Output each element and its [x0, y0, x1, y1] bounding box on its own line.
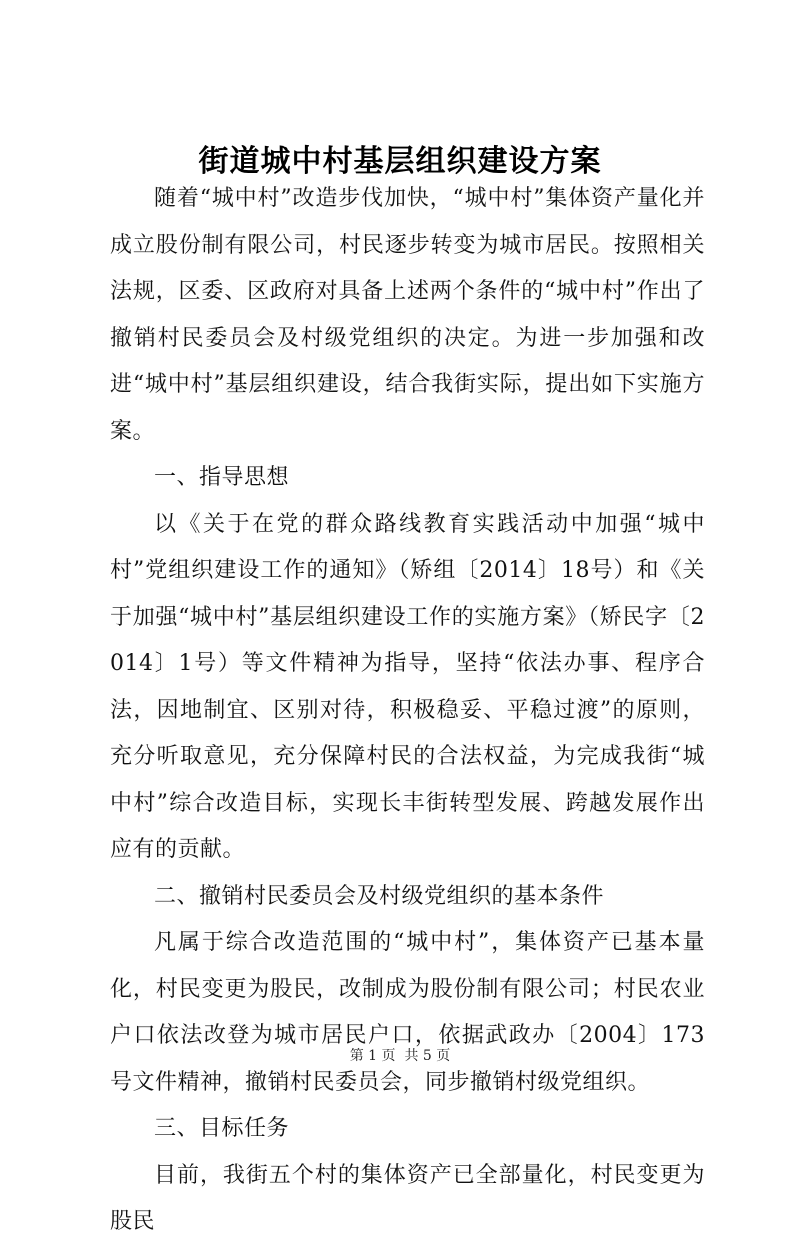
body-paragraph: 凡属于综合改造范围的“城中村”，集体资产已基本量化，村民变更为股民，改制成为股份制有限公司；村民农业户口依法改登为城市居民户口，依据武政办〔2004〕173号文件精神，撤销村民委员会，同步撤销村级党组织。: [110, 930, 705, 1095]
section-heading: 二、撤销村民委员会及村级党组织的基本条件: [154, 883, 605, 909]
section-heading: 一、指导思想: [154, 465, 290, 490]
page-number-label: 第 1 页 共 5 页: [349, 1048, 451, 1064]
document-body: [110, 176, 705, 1246]
body-paragraph: 以《关于在党的群众路线教育实践活动中加强“城中村”党组织建设工作的通知》（矫组〔2014〕18号）和《关于加强“城中村”基层组织建设工作的实施方案》（矫民字〔2014〕1号）等文件精神为指导，坚持“依法办事、程序合法，因地制宜、区别对待，积极稳妥、平稳过渡”的原则，充分听取意见，充分保障村民的合法权益，为完成我街“城中村”综合改造目标，实现长丰街转型发展、跨越发展作出应有的贡献。: [110, 511, 705, 862]
body-paragraph: 随着“城中村”改造步伐加快，“城中村”集体资产量化并成立股份制有限公司，村民逐步转变为城市居民。按照相关法规，区委、区政府对具备上述两个条件的“城中村”作出了撤销村民委员会及村级党组织的决定。为进一步加强和改进“城中村”基层组织建设，结合我街实际，提出如下实施方案。: [110, 186, 705, 444]
body-paragraph: 目前，我街五个村的集体资产已全部量化，村民变更为股民: [110, 1162, 705, 1234]
section-heading: 三、目标任务: [154, 1116, 290, 1141]
page-footer: [0, 1046, 800, 1066]
document-title: 街道城中村基层组织建设方案: [198, 144, 602, 179]
